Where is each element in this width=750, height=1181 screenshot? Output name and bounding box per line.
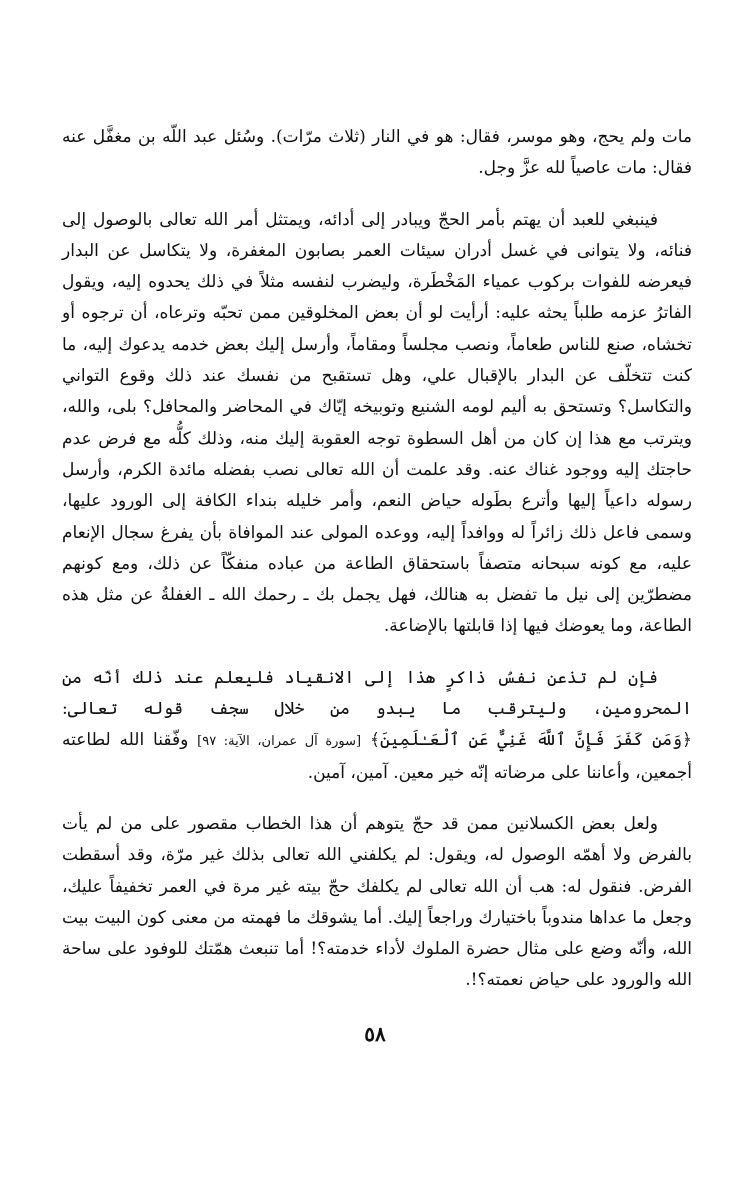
paragraph-3-text: فإن لم تذعن نفسُ ذاكرٍ هذا إلى الانقياد فليعلم عند ذلك أنّه من المحرومين، وليترقب ما يبدو من خلال سجف قوله تعالى: bbox=[62, 667, 692, 720]
paragraph-gap bbox=[62, 789, 692, 809]
quran-verse: ﴿وَمَن كَفَرَ فَإِنَّ ٱللَّهَ غَنِيٌّ عَنِ ٱلْعَـٰلَمِينَ﴾ bbox=[369, 730, 693, 751]
paragraph-gap bbox=[62, 643, 692, 663]
paragraph-4: ولعل بعض الكسلانين ممن قد حجّ يتوهم أن هذا الخطاب مقصور على من لم يأت بالفرض ولا أهمّه الوصول له، ويقول: لم يكلفني الله تعالى بذلك غير مرّة، وقد أسقطت الفرض. فنقول له: هب أن الله تعالى لم يكلفك حجّ بيته غير مرة في العمر تخفيفاً عليك، وجعل ما عداها مندوباً باختيارك وراجعاً إليك. أما يشوقك ما فهمته من معنى كون البيت بيت الله، وأنّه وضع على مثال حضرة الملوك لأداء خدمته؟! أما تنبعث همّتك للوفود على ساحة الله والورود على حياض نعمته؟!. bbox=[62, 813, 692, 991]
paragraph-gap bbox=[62, 185, 692, 205]
page-number: ٥٨ bbox=[364, 1022, 386, 1046]
paragraph-2: فينبغي للعبد أن يهتم بأمر الحجّ ويبادر إلى أدائه، ويمتثل أمر الله تعالى بالوصول إلى فنائه، ولا يتوانى في غسل أدران سيئات العمر بصابون المغفرة، ولا يتكاسل عن البدار فيعرضه للفوات بركوب عمياء المَخْطَرة، وليضرب لنفسه مثلاً في ذلك يحدوه إليه، ويقول الفاترُ عزمه طلباً يحثه عليه: أرأيت لو أن بعض المخلوقين ممن تحبّه وترعاه، أن ترجوه أو تخشاه، صنع للناس طعاماً، ونصب مجلساً ومقاماً، وأرسل إليك بعض خدمه يدعوك إليه، ما كنت تتخلّف عن البدار بالإقبال علي، وهل تستقبح من نفسك عند ذلك وقوع التواني والتكاسل؟ وتستحق به أليم لومه الشنيع وتوبيخه إيّاك في المحاضر والمحافل؟ بلى، والله، ويترتب مع هذا إن كان من أهل السطوة توجه العقوبة إليك منه، وذلك كلُّه مع فرض عدم حاجتك إليه ووجود غناك عنه. وقد علمت أن الله تعالى نصب بفضله مائدة الكرم، وأرسل رسوله داعياً إليها وأترع بطَوله حياض النعم، وأمر خليله بنداء الكافة إلى الورود عليها، وسمى فاعل ذلك زائراً له ووافداً إليه، ووعده المولى عند الموافاة بأن يفرغ سجال الإنعام عليه، مع كونه سبحانه متصفاً باستحقاق الطاعة من عباده منفكّاً عن ذلك، ومع كونهم مضطرّين إلى نيل ما تفضل به هنالك، فهل يجمل بك ـ رحمك الله ـ الغفلةُ عن مثل هذه الطاعة، وما يعوضك فيها إذا قابلتها بالإضاعة. bbox=[62, 209, 692, 637]
paragraph-3-ending: وفّقنا الله لطاعته أجمعين، وأعاننا على مرضاته إنّه خير معين. آمين، آمين. bbox=[62, 730, 692, 783]
paragraph-3 bbox=[62, 663, 692, 789]
verse-citation: [سورة آل عمران، الآية: ٩٧] bbox=[197, 734, 362, 750]
paragraph-1: مات ولم يحج، وهو موسر، فقال: هو في النار (ثلاث مرّات). وسُئل عبد اللّه بن مغفَّل عنه فقال: مات عاصياً لله عزَّ وجل. bbox=[62, 127, 692, 179]
